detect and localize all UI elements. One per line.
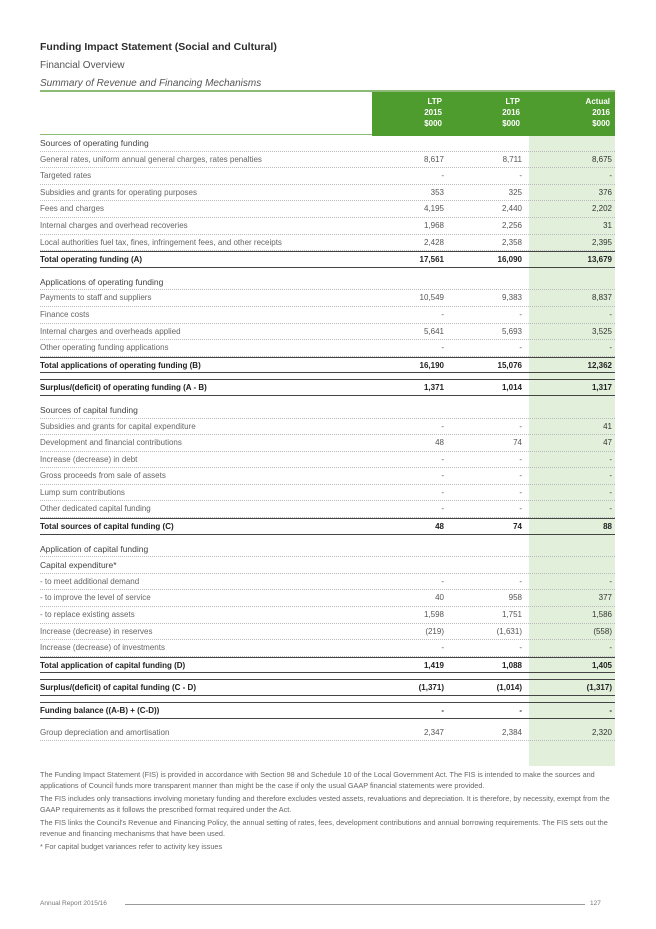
total-row (40, 702, 615, 719)
cell-actual-2016: 8,675 (591, 154, 612, 164)
header-ltp-2016 (450, 96, 520, 129)
table-row (40, 624, 615, 641)
table-row (40, 235, 615, 252)
cell-ltp-2015: 353 (430, 187, 444, 197)
footer-report-name: Annual Report 2015/16 (40, 900, 107, 907)
cell-ltp-2016: 16,090 (497, 255, 522, 265)
cell-ltp-2016: 325 (508, 187, 522, 197)
cell-actual-2016: 47 (603, 438, 612, 448)
section-heading-row (40, 402, 615, 419)
row-label: Group depreciation and amortisation (40, 727, 170, 737)
cell-actual-2016: 2,202 (591, 204, 612, 214)
cell-ltp-2016: 2,358 (501, 237, 522, 247)
cell-ltp-2016: 958 (508, 593, 522, 603)
row-label: Internal charges and overhead recoveries (40, 220, 188, 230)
row-label: Fees and charges (40, 204, 105, 214)
row-label: Other operating funding applications (40, 343, 169, 353)
cell-actual-2016: - (609, 471, 612, 481)
cell-ltp-2016: 15,076 (497, 360, 522, 370)
total-row (40, 379, 615, 396)
header-ltp-2016-l2: 2016 (502, 108, 520, 117)
table-row (40, 307, 615, 324)
cell-ltp-2015: - (441, 454, 444, 464)
cell-ltp-2015: 2,347 (423, 727, 444, 737)
cell-ltp-2016: - (519, 421, 522, 431)
cell-actual-2016: - (609, 504, 612, 514)
table-body (40, 135, 615, 741)
row-label: Internal charges and overheads applied (40, 326, 181, 336)
row-label: Increase (decrease) in debt (40, 454, 138, 464)
cell-actual-2016: 1,317 (591, 383, 612, 393)
table-row (40, 725, 615, 742)
cell-ltp-2016: 2,440 (501, 204, 522, 214)
cell-ltp-2016: 74 (513, 438, 522, 448)
cell-ltp-2015: 1,968 (423, 220, 444, 230)
cell-ltp-2015: 16,190 (419, 360, 444, 370)
table-row (40, 218, 615, 235)
cell-ltp-2015: 48 (435, 522, 444, 532)
table-row (40, 340, 615, 357)
table-row (40, 290, 615, 307)
page-subtitle: Financial Overview (40, 60, 125, 71)
table-row (40, 485, 615, 502)
header-ltp-2016-l3: $000 (502, 119, 520, 128)
note-4: * For capital budget variances refer to activity key issues (40, 842, 223, 851)
cell-ltp-2015: - (441, 343, 444, 353)
header-actual-2016-l2: 2016 (592, 108, 610, 117)
table-row (40, 185, 615, 202)
cell-actual-2016: 12,362 (587, 360, 612, 370)
cell-ltp-2016: 5,693 (501, 326, 522, 336)
header-ltp-2015 (372, 96, 442, 129)
page-number: 127 (590, 900, 601, 907)
cell-ltp-2016: 9,383 (501, 293, 522, 303)
cell-ltp-2015: 4,195 (423, 204, 444, 214)
row-label: Total operating funding (A) (40, 255, 143, 265)
section-heading-row (40, 541, 615, 558)
cell-actual-2016: 1,405 (591, 660, 612, 670)
row-label: General rates, uniform annual general charges, rates penalties (40, 154, 262, 164)
row-label: Subsidies and grants for capital expenditure (40, 421, 196, 431)
cell-ltp-2015: - (441, 421, 444, 431)
funding-impact-table (40, 90, 615, 741)
cell-actual-2016: 41 (603, 421, 612, 431)
table-row (40, 468, 615, 485)
cell-ltp-2016: (1,014) (496, 683, 522, 693)
cell-ltp-2015: (1,371) (418, 683, 444, 693)
cell-ltp-2016: - (519, 454, 522, 464)
row-label: Application of capital funding (40, 543, 149, 554)
notes (40, 770, 615, 856)
note-2: The FIS includes only transactions involving monetary funding and therefore excludes vested assets, revaluations and depreciation. It is therefore, by necessity, exempt from the GAAP requirements as it follows the prescribed format required under the Act. (40, 794, 610, 814)
cell-ltp-2016: - (519, 576, 522, 586)
cell-ltp-2015: 1,598 (423, 610, 444, 620)
row-label: Other dedicated capital funding (40, 504, 151, 514)
cell-ltp-2015: - (441, 487, 444, 497)
cell-ltp-2015: - (441, 171, 444, 181)
cell-ltp-2016: - (519, 643, 522, 653)
cell-ltp-2016: - (519, 706, 522, 715)
cell-actual-2016: 31 (603, 220, 612, 230)
cell-ltp-2016: - (519, 343, 522, 353)
row-label: Gross proceeds from sale of assets (40, 471, 166, 481)
cell-ltp-2016: (1,631) (496, 626, 522, 636)
row-label: Lump sum contributions (40, 487, 125, 497)
cell-ltp-2016: 74 (513, 522, 522, 532)
cell-ltp-2016: 1,088 (501, 660, 522, 670)
cell-actual-2016: (1,317) (586, 683, 612, 693)
table-row (40, 640, 615, 657)
cell-actual-2016: 13,679 (587, 255, 612, 265)
row-label: Surplus/(deficit) of capital funding (C - D) (40, 683, 196, 693)
page-title: Funding Impact Statement (Social and Cultural) (40, 41, 277, 53)
cell-ltp-2015: 1,371 (423, 383, 444, 393)
cell-ltp-2015: - (441, 643, 444, 653)
cell-actual-2016: 376 (598, 187, 612, 197)
cell-ltp-2015: 2,428 (423, 237, 444, 247)
header-actual-2016-l3: $000 (592, 119, 610, 128)
row-label: Capital expenditure* (40, 560, 117, 571)
table-row (40, 152, 615, 169)
row-label: - to meet additional demand (40, 576, 140, 586)
row-label: Total application of capital funding (D) (40, 660, 186, 670)
note-1: The Funding Impact Statement (FIS) is provided in accordance with Section 98 and Schedule 10 of the Local Government Act. The FIS is intended to make the sources and applications of Council funds more transparent manner than might be the case if only the usual GAAP financial statements were provided. (40, 770, 595, 790)
table-row (40, 201, 615, 218)
cell-actual-2016: - (609, 343, 612, 353)
cell-actual-2016: 88 (603, 522, 612, 532)
table-row (40, 452, 615, 469)
page-subsubtitle: Summary of Revenue and Financing Mechanisms (40, 78, 262, 89)
cell-ltp-2015: - (441, 504, 444, 514)
cell-actual-2016: - (609, 487, 612, 497)
header-ltp-2015-l1: LTP (427, 97, 442, 106)
cell-actual-2016: 8,837 (591, 293, 612, 303)
cell-ltp-2015: 40 (435, 593, 444, 603)
row-label: Payments to staff and suppliers (40, 293, 152, 303)
row-label: Targeted rates (40, 171, 92, 181)
table-row (40, 435, 615, 452)
row-label: Development and financial contributions (40, 438, 182, 448)
row-label: - to improve the level of service (40, 593, 151, 603)
row-label: - to replace existing assets (40, 610, 135, 620)
cell-actual-2016: 1,586 (591, 610, 612, 620)
cell-ltp-2015: - (441, 706, 444, 715)
table-row (40, 590, 615, 607)
header-actual-2016-l1: Actual (585, 97, 610, 106)
header-ltp-2015-l2: 2015 (424, 108, 442, 117)
row-label: Total sources of capital funding (C) (40, 522, 174, 532)
section-heading-row (40, 135, 615, 152)
table-header (40, 90, 615, 135)
cell-ltp-2015: - (441, 471, 444, 481)
cell-ltp-2016: - (519, 309, 522, 319)
row-label: Subsidies and grants for operating purposes (40, 187, 197, 197)
header-actual-2016 (540, 96, 610, 129)
table-row (40, 419, 615, 436)
cell-actual-2016: - (609, 643, 612, 653)
row-label: Funding balance ((A-B) + (C-D)) (40, 706, 160, 715)
cell-ltp-2015: 5,641 (423, 326, 444, 336)
table-row (40, 168, 615, 185)
cell-ltp-2015: 17,561 (419, 255, 444, 265)
cell-actual-2016: 2,395 (591, 237, 612, 247)
header-ltp-2015-l3: $000 (424, 119, 442, 128)
cell-ltp-2015: (219) (425, 626, 444, 636)
section-heading-row (40, 557, 615, 574)
cell-ltp-2016: 1,014 (501, 383, 522, 393)
cell-actual-2016: - (609, 454, 612, 464)
cell-ltp-2016: - (519, 471, 522, 481)
cell-ltp-2016: - (519, 171, 522, 181)
cell-ltp-2016: 2,256 (501, 220, 522, 230)
total-row (40, 357, 615, 374)
row-label: Applications of operating funding (40, 276, 164, 287)
total-row (40, 251, 615, 268)
row-label: Total applications of operating funding (B) (40, 360, 201, 370)
table-row (40, 501, 615, 518)
section-heading-row (40, 274, 615, 291)
cell-ltp-2016: 1,751 (501, 610, 522, 620)
row-label: Sources of operating funding (40, 138, 149, 148)
cell-ltp-2015: 48 (435, 438, 444, 448)
cell-ltp-2016: 8,711 (502, 154, 522, 164)
footer-divider (125, 904, 585, 905)
row-label: Sources of capital funding (40, 404, 138, 415)
row-label: Increase (decrease) of investments (40, 643, 165, 653)
row-label: Local authorities fuel tax, fines, infringement fees, and other receipts (40, 237, 282, 247)
cell-ltp-2015: - (441, 576, 444, 586)
total-row (40, 518, 615, 535)
header-ltp-2016-l1: LTP (505, 97, 520, 106)
cell-actual-2016: - (609, 706, 612, 715)
cell-ltp-2015: 1,419 (423, 660, 444, 670)
cell-actual-2016: - (609, 171, 612, 181)
cell-ltp-2016: - (519, 504, 522, 514)
cell-ltp-2015: 8,617 (423, 154, 444, 164)
row-label: Surplus/(deficit) of operating funding (A - B) (40, 383, 207, 393)
row-label: Increase (decrease) in reserves (40, 626, 153, 636)
row-label: Finance costs (40, 309, 90, 319)
table-row (40, 607, 615, 624)
cell-actual-2016: - (609, 576, 612, 586)
total-row (40, 679, 615, 696)
cell-ltp-2015: - (441, 309, 444, 319)
cell-ltp-2015: 10,549 (419, 293, 444, 303)
cell-actual-2016: 2,320 (591, 727, 612, 737)
cell-actual-2016: 3,525 (591, 326, 612, 336)
table-row (40, 324, 615, 341)
total-row (40, 657, 615, 674)
cell-actual-2016: - (609, 309, 612, 319)
cell-ltp-2016: - (519, 487, 522, 497)
cell-actual-2016: (558) (593, 626, 612, 636)
table-row (40, 574, 615, 591)
cell-actual-2016: 377 (598, 593, 612, 603)
cell-ltp-2016: 2,384 (501, 727, 522, 737)
note-3: The FIS links the Council's Revenue and Financing Policy, the annual setting of rates, fees, development contributions and annual borrowing requirements. The FIS sets out the revenue and financing mechanisms that have been used. (40, 818, 608, 838)
